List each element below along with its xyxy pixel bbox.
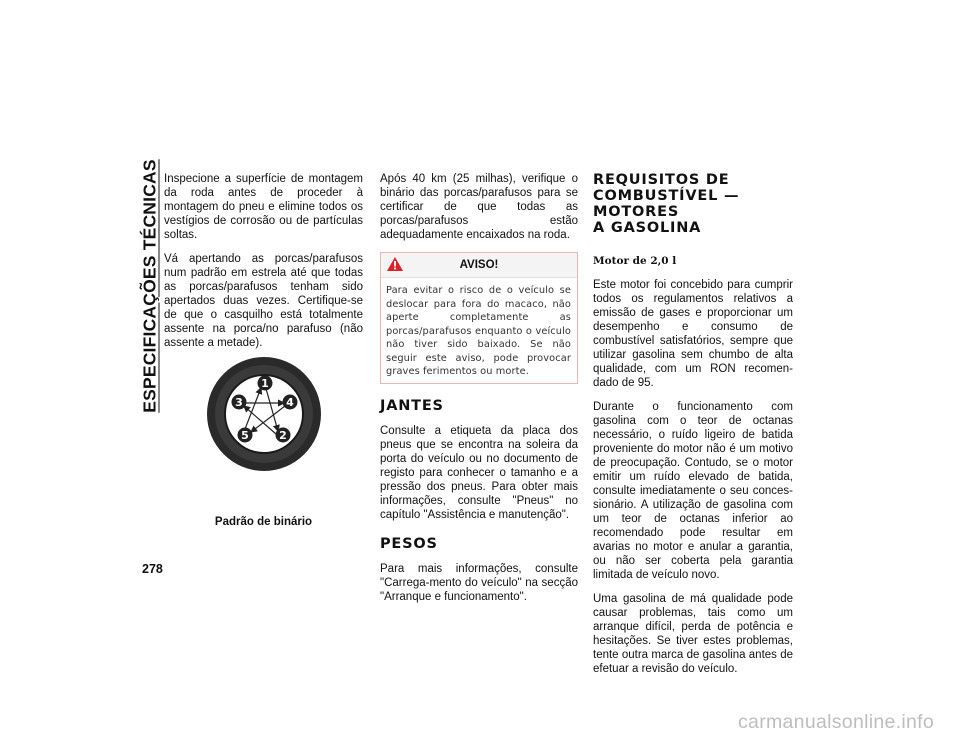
section-side-tab bbox=[138, 159, 162, 413]
lug-nut-2 bbox=[275, 428, 290, 443]
warning-header bbox=[381, 253, 577, 278]
heading-pesos: PESOS bbox=[380, 535, 438, 552]
heading-fuel-requirements: REQUISITOS DE COMBUSTÍVEL — MOTORES A GASOLINA bbox=[593, 172, 740, 236]
svg-text:2: 2 bbox=[278, 429, 287, 442]
paragraph-tighten: Vá apertando as porcas/parafusos num padrão em estrela até que todas as porcas/parafusos tenham sido apertados duas vezes. Certifique-se de que o casquilho está totalmente assente na porca/no parafuso (não assente a metade). bbox=[164, 253, 363, 349]
svg-text:1: 1 bbox=[260, 377, 269, 390]
column-3 bbox=[593, 172, 793, 686]
watermark: carmanualsonline.info bbox=[738, 711, 934, 733]
column-2 bbox=[380, 172, 578, 614]
paragraph-pesos: Para mais informações, consulte "Carrega-mento do veículo" na secção "Arranque e funcionamento". bbox=[380, 562, 578, 603]
warning-text: Para evitar o risco de o veículo se deslocar para fora do macaco, não aperte completamente as porcas/parafusos enquanto o veículo não tiver sido baixado. Se não seguir este aviso, pode provocar graves ferimentos ou morte. bbox=[386, 285, 571, 377]
heading-jantes: JANTES bbox=[380, 397, 444, 414]
lug-nut-3 bbox=[231, 395, 246, 410]
warning-title: AVISO! bbox=[459, 259, 499, 271]
svg-text:4: 4 bbox=[285, 396, 294, 409]
paragraph-fuel-quality: Uma gasolina de má qualidade pode causar problemas, tais como um arranque difícil, perda de potência e hesitações. Se tiver estes problemas, tente outra marca de gasolina antes de efetuar a revisão do veículo. bbox=[593, 593, 793, 675]
figure-caption: Padrão de binário bbox=[214, 516, 313, 528]
page-number: 278 bbox=[142, 562, 163, 576]
warning-box bbox=[380, 252, 578, 384]
warning-triangle-icon bbox=[386, 256, 404, 272]
paragraph-inspect: Inspecione a superfície de montagem da roda antes de proceder à montagem do pneu e elimine todos os vestígios de corrosão ou de partículas soltas. bbox=[164, 173, 363, 241]
paragraph-engine-design: Este motor foi concebido para cumprir todos os regulamentos relativos a emissão de gases e proporcionar um desempenho e consumo de combustível satisfatórios, sempre que utilizar gasolina sem chumbo de alta qualidade, com um RON recomen-dado de 95. bbox=[593, 279, 793, 389]
paragraph-jantes: Consulte a etiqueta da placa dos pneus que se encontra na soleira da porta do veículo ou no documento de registo para conhecer o tamanho e a pressão dos pneus. Para obter mais informações, consulte "Pneus" no capítulo "Assistência e manutenção". bbox=[380, 424, 578, 521]
wheel-torque-diagram bbox=[205, 355, 323, 473]
lug-nut-4 bbox=[282, 395, 297, 410]
torque-pattern-figure bbox=[164, 355, 363, 473]
section-title: ESPECIFICAÇÕES TÉCNICAS bbox=[139, 159, 160, 413]
svg-text:5: 5 bbox=[240, 429, 249, 442]
lug-nut-5 bbox=[237, 428, 252, 443]
paragraph-knock: Durante o funcionamento com gasolina com o teor de octanas necessário, o ruído ligeiro de batida proveniente do motor não é um motivo de preocupação. Contudo, se o motor emitir um ruído elevado de batida, consulte imediatamente o seu conces-sionário. A utilização de gasolina com um teor de octanas inferior ao recomendado pode resultar em avarias no motor e anular a garantia, ou não ser coberta pela garantia limitada de veículo novo. bbox=[593, 401, 793, 581]
svg-text:3: 3 bbox=[234, 396, 243, 409]
subheading-engine: Motor de 2,0 l bbox=[593, 255, 677, 267]
column-1 bbox=[164, 172, 363, 360]
paragraph-check-torque: Após 40 km (25 milhas), verifique o binário das porcas/parafusos para se certificar de que todas as porcas/parafusos estão adequadamente encaixados na roda. bbox=[380, 173, 578, 241]
lug-nut-1 bbox=[257, 376, 272, 391]
